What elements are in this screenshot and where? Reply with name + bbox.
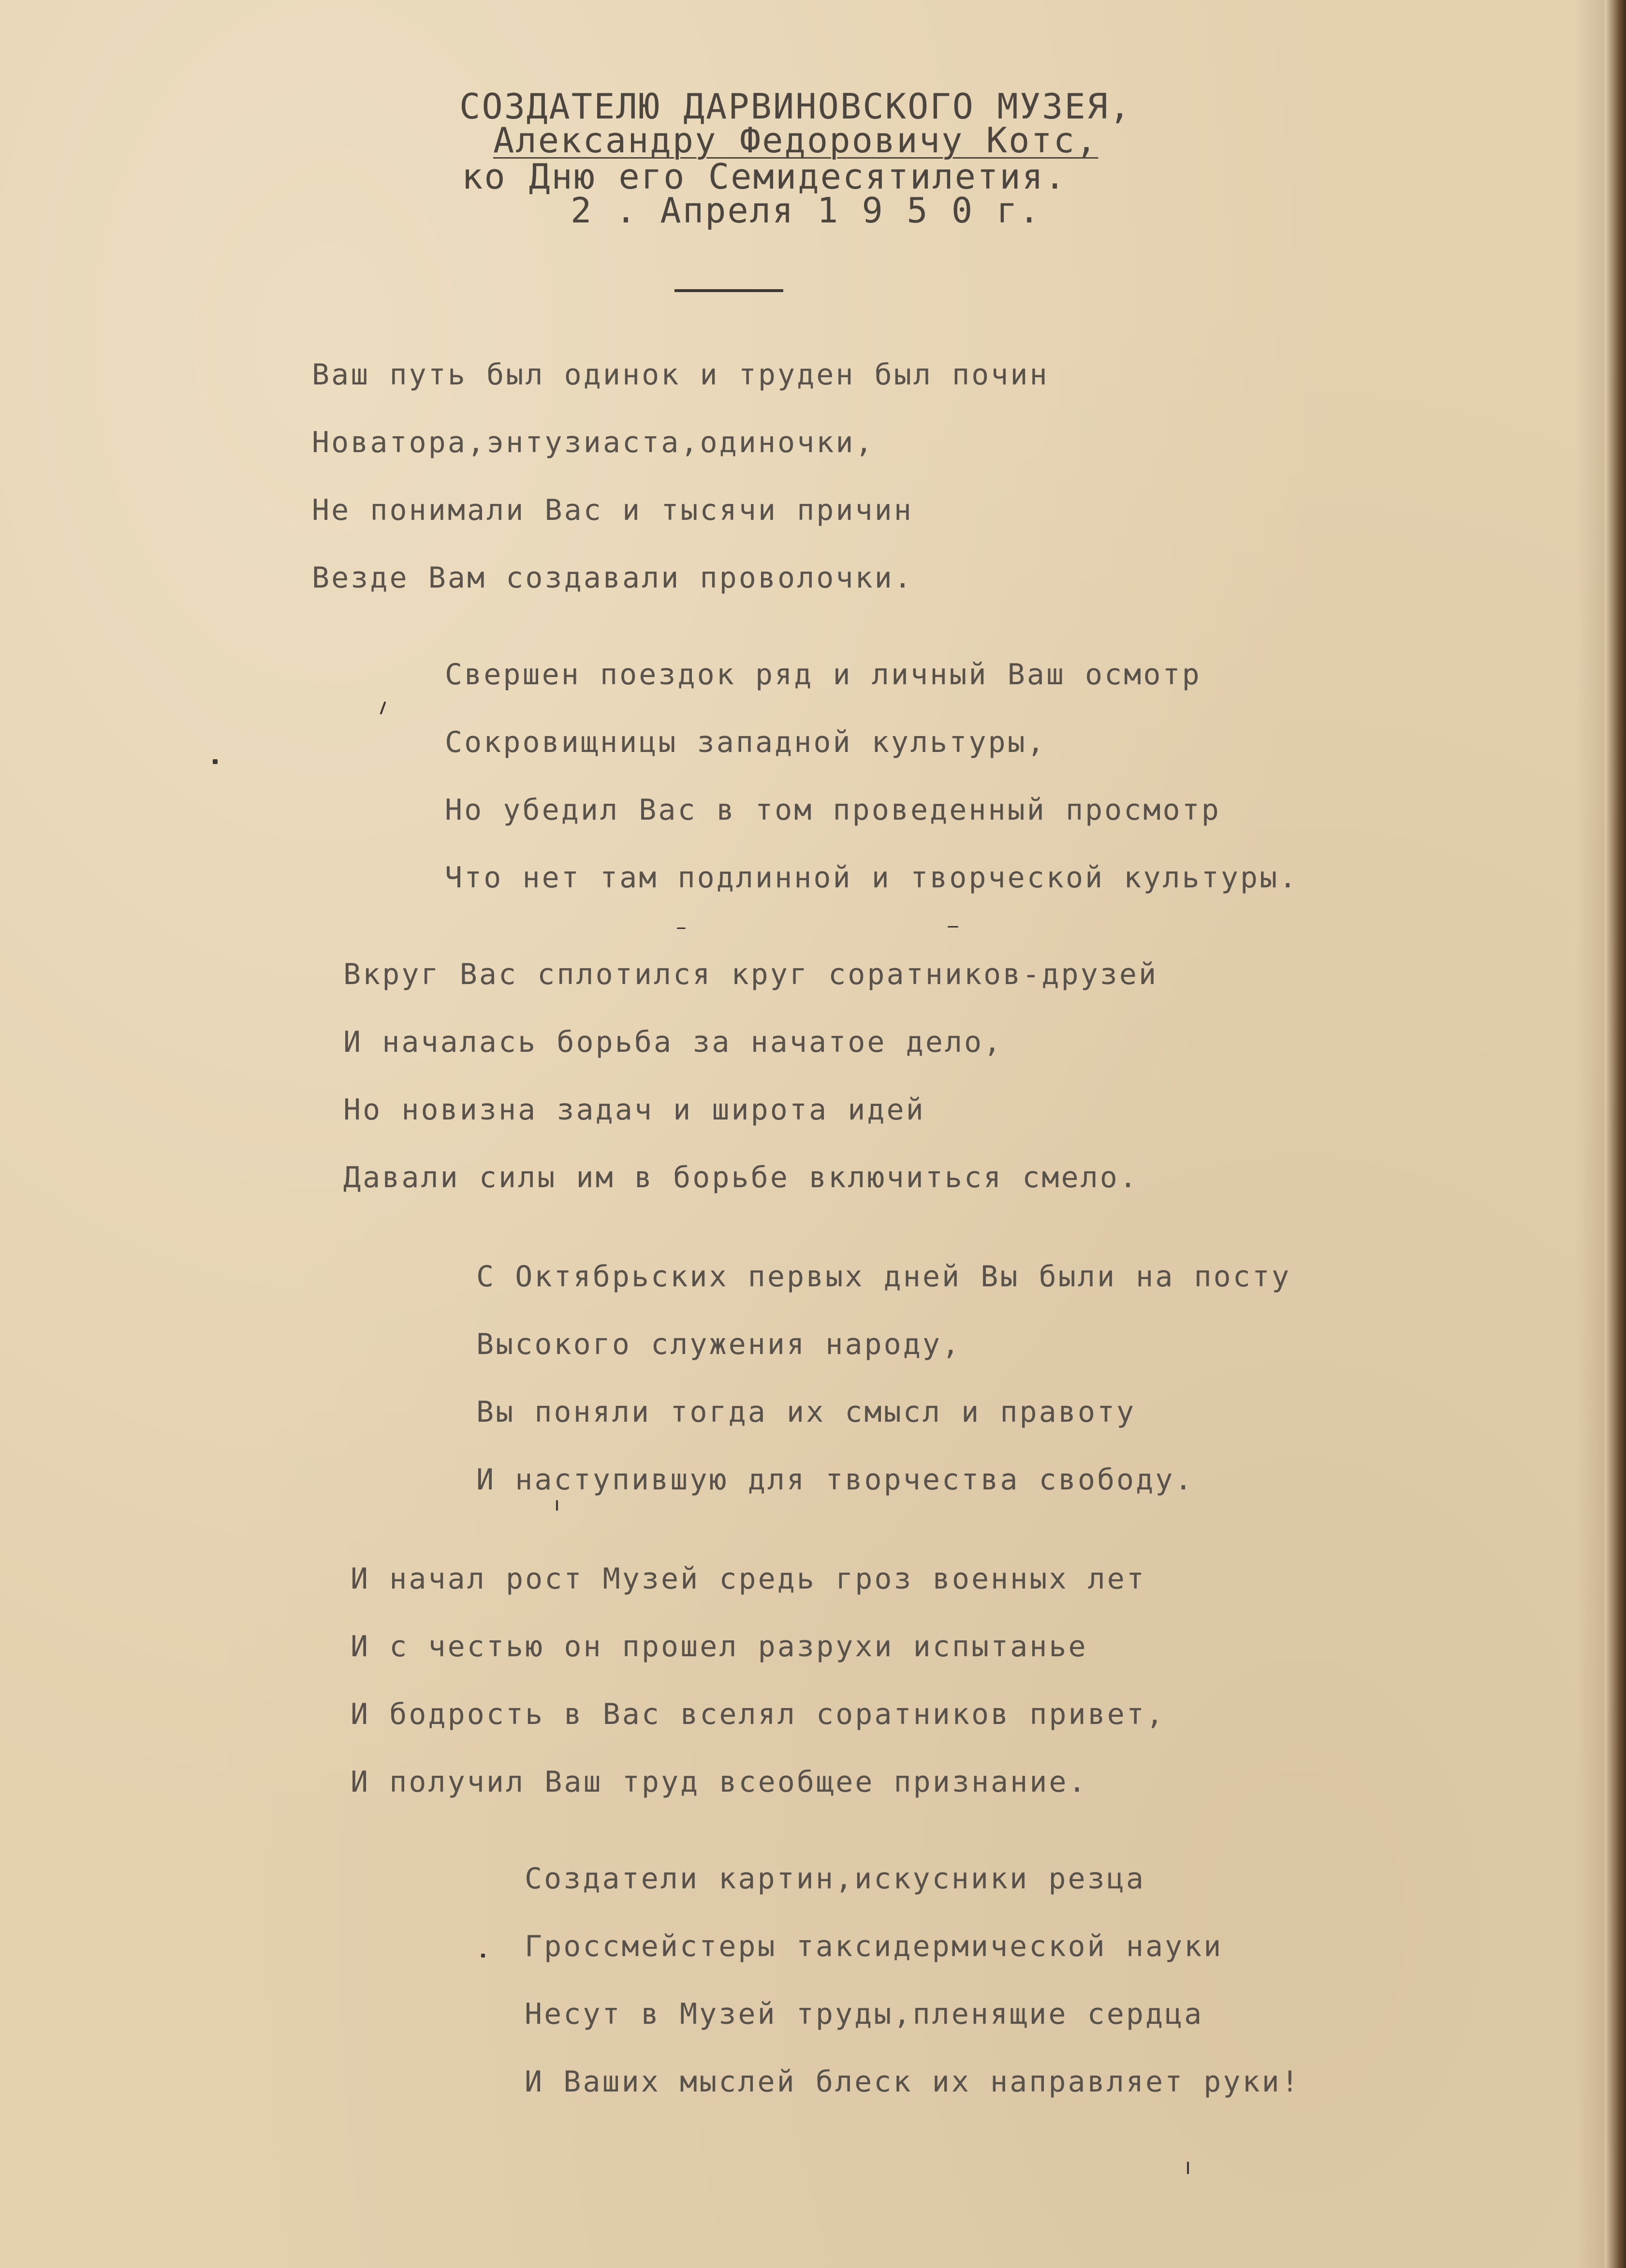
poem-line: Свершен поездок ряд и личный Ваш осмотр xyxy=(445,658,1201,692)
poem-line: Но новизна задач и широта идей xyxy=(343,1093,925,1127)
poem-line: И началась борьба за начатое дело, xyxy=(343,1025,1003,1059)
poem-line: Вкруг Вас сплотился круг соратников-друзей xyxy=(343,957,1158,991)
poem-line: Новатора,энтузиаста,одиночки, xyxy=(312,426,875,459)
stanza-1 xyxy=(312,341,1049,612)
poem-line: Что нет там подлинной и творческой культуры. xyxy=(445,861,1299,895)
paper-edge xyxy=(1605,0,1626,2268)
ink-speck xyxy=(380,701,386,715)
poem-line: Но убедил Вас в том проведенный просмотр xyxy=(445,793,1221,827)
poem-line: Не понимали Вас и тысячи причин xyxy=(312,493,913,527)
poem-line: И Ваших мыслей блеск их направляет руки! xyxy=(525,2065,1301,2099)
poem-line: И начал рост Музей средь гроз военных лет xyxy=(351,1562,1146,1596)
poem-line: С Октябрьских первых дней Вы были на посту xyxy=(476,1260,1291,1294)
poem-line: И с честью он прошел разрухи испытанье xyxy=(351,1630,1088,1664)
stanza-4 xyxy=(476,1243,1291,1514)
poem-line: И наступившую для творчества свободу. xyxy=(476,1463,1194,1497)
heading-line-3: ко Дню его Семидесятилетия. xyxy=(462,156,1067,197)
poem-line: Вы поняли тогда их смысл и правоту xyxy=(476,1395,1136,1429)
heading-line-4: 2 . Апреля 1 9 5 0 г. xyxy=(571,190,1041,231)
poem-line: Сокровищницы западной культуры, xyxy=(445,725,1046,759)
stanza-2 xyxy=(445,641,1298,912)
poem-line: Несут в Музей труды,пленящие сердца xyxy=(525,1997,1204,2031)
poem-line: Гроссмейстеры таксидермической науки xyxy=(525,1929,1223,1963)
poem-line: И бодрость в Вас вселял соратников привет, xyxy=(351,1697,1166,1731)
paper-edge-shadow xyxy=(1576,0,1605,2268)
ink-speck xyxy=(677,928,686,929)
poem-line: Высокого служения народу, xyxy=(476,1327,962,1361)
ink-speck xyxy=(1187,2162,1189,2174)
poem-line: Везде Вам создавали проволочки. xyxy=(312,561,913,595)
ink-speck xyxy=(556,1500,558,1511)
stanza-5 xyxy=(351,1545,1165,1816)
ink-speck xyxy=(481,1954,485,1958)
heading-divider xyxy=(674,289,783,292)
heading-line-2: Александру Федоровичу Котс, xyxy=(493,120,1099,161)
poem-line: Давали силы им в борьбе включиться смело. xyxy=(343,1161,1139,1194)
heading-line-1: СОЗДАТЕЛЮ ДАРВИНОВСКОГО МУЗЕЯ, xyxy=(459,86,1132,127)
poem-line: И получил Ваш труд всеобщее признание. xyxy=(351,1765,1088,1799)
ink-speck xyxy=(213,759,218,764)
poem-line: Создатели картин,искусники резца xyxy=(525,1862,1145,1896)
ink-speck xyxy=(948,926,958,928)
stanza-3 xyxy=(343,941,1158,1211)
stanza-6 xyxy=(525,1845,1301,2116)
poem-line: Ваш путь был одинок и труден был почин xyxy=(312,358,1049,392)
